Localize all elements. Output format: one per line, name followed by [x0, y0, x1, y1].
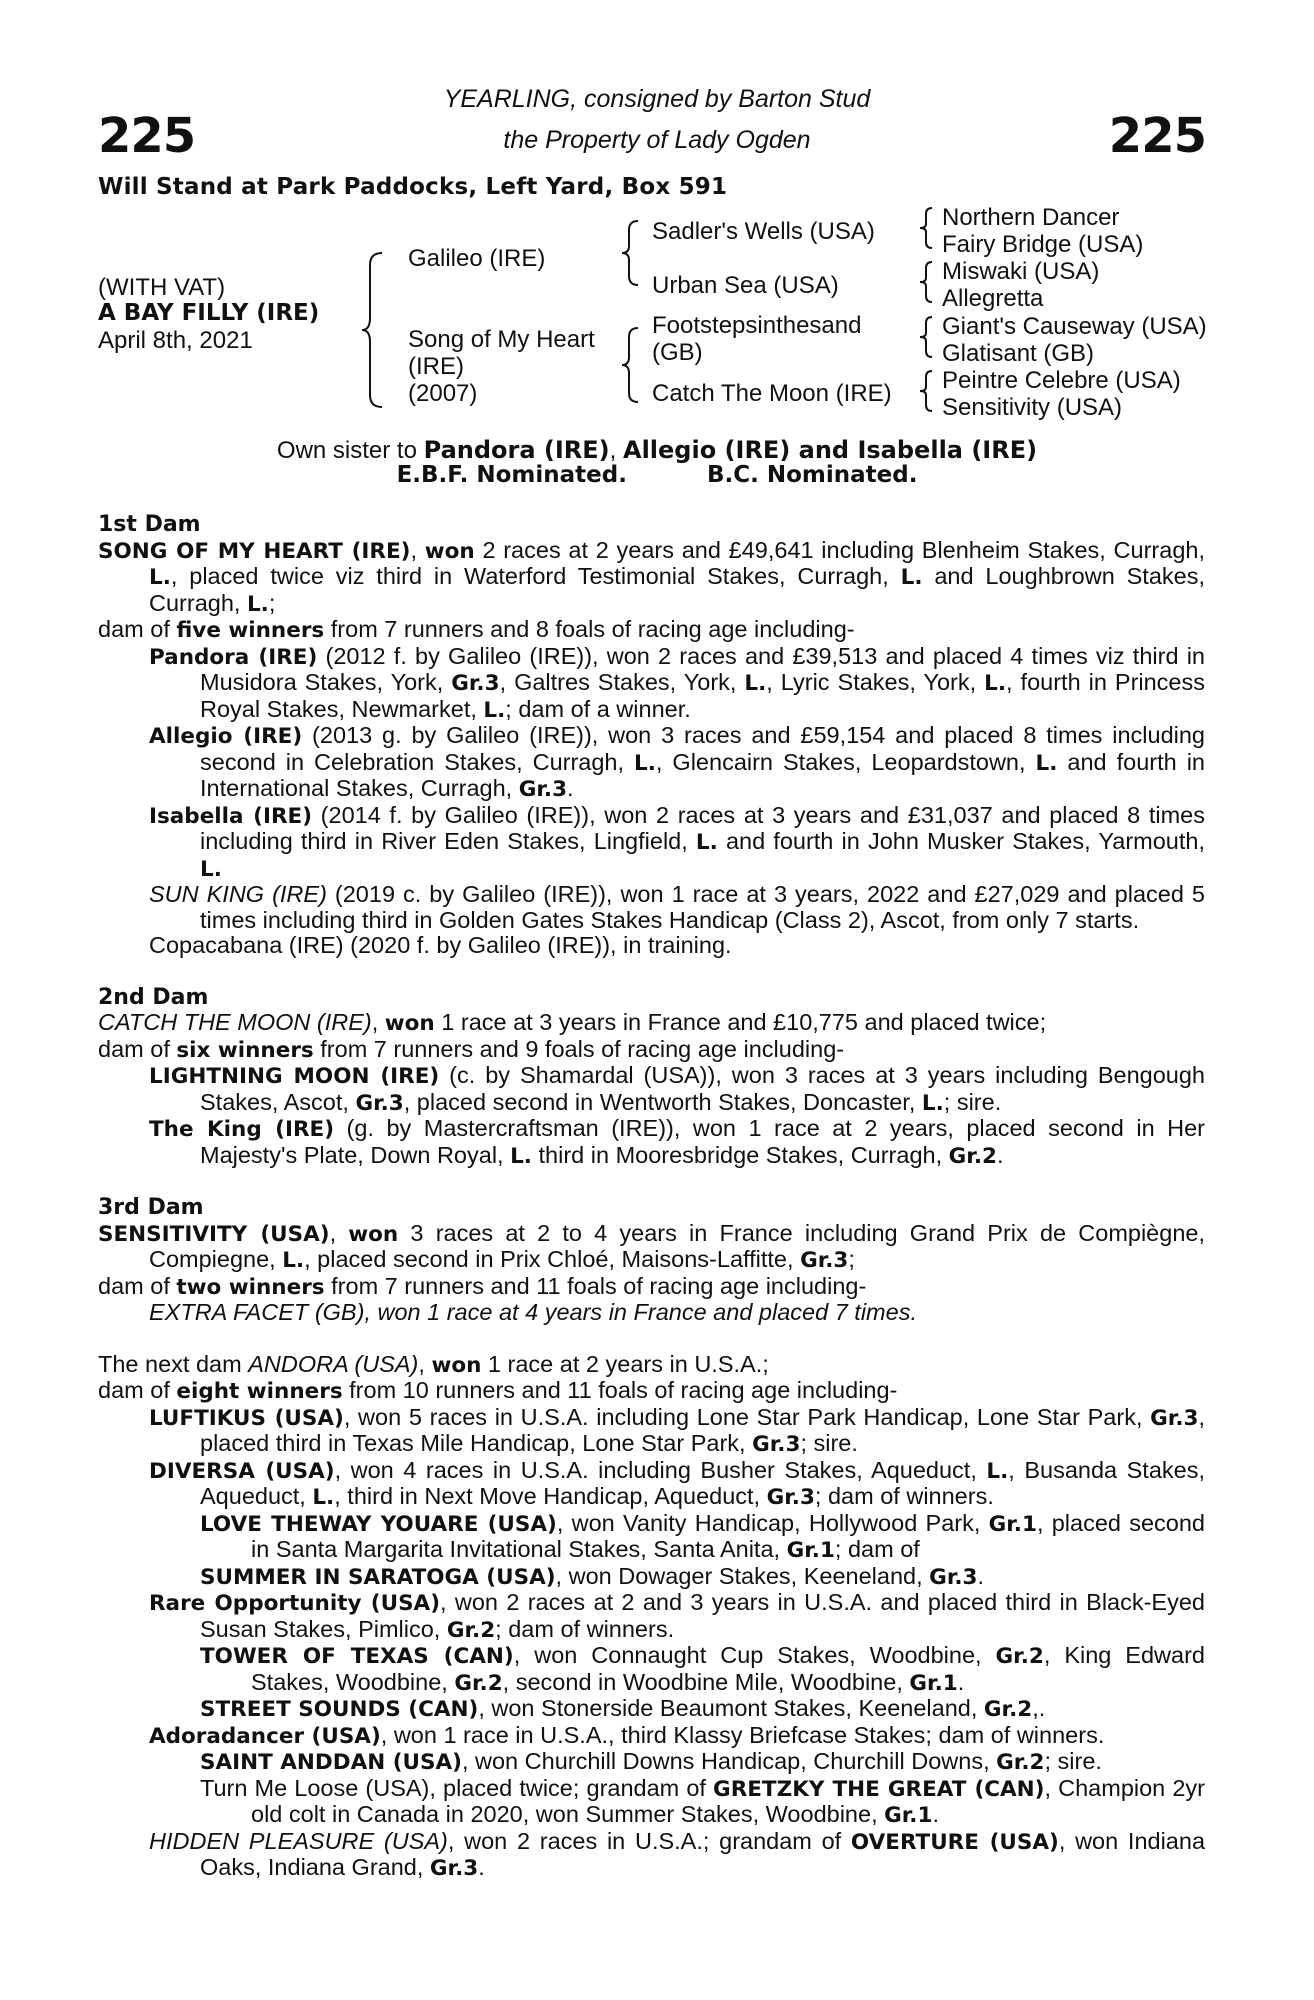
produce-diversa: DIVERSA (USA), won 4 races in U.S.A. including Busher Stakes, Aqueduct, L., Busanda Stakes, Aqueduct, L., third in Next Move Handicap, Aqueduct, Gr.3; dam of winners.	[149, 1456, 1205, 1510]
produce-summer-in-saratoga: SUMMER IN SARATOGA (USA), won Dowager Stakes, Keeneland, Gr.3.	[200, 1562, 985, 1590]
dam-brace	[620, 325, 644, 405]
produce-hidden-pleasure: HIDDEN PLEASURE (USA), won 2 races in U.S.A.; grandam of OVERTURE (USA), won Indiana Oaks, Indiana Grand, Gr.3.	[149, 1827, 1206, 1881]
second-dam-record: CATCH THE MOON (IRE), won 1 race at 3 years in France and £10,775 and placed twice;	[98, 1009, 1047, 1036]
ggp-2: Fairy Bridge (USA)	[942, 231, 1144, 258]
produce-extra-facet: EXTRA FACET (GB), won 1 race at 4 years in France and placed 7 times.	[149, 1299, 917, 1325]
produce-isabella: Isabella (IRE) (2014 f. by Galileo (IRE)), won 2 races at 3 years and £31,037 and placed 8 times including third in River Eden Stakes, Lingfield, L. and fourth in John Musker Stakes, Yarmouth, L.	[149, 801, 1205, 882]
next-dam-record: The next dam ANDORA (USA), won 1 race at 2 years in U.S.A.;	[98, 1350, 769, 1378]
dam-sire-country: (GB)	[652, 339, 703, 366]
produce-love-theway-youare: LOVE THEWAY YOUARE (USA), won Vanity Handicap, Hollywood Park, Gr.1, placed second in Santa Margarita Invitational Stakes, Santa Anita, Gr.1; dam of	[200, 1509, 1205, 1563]
ggp-1: Northern Dancer	[942, 204, 1120, 231]
nominations-line	[0, 462, 1314, 488]
ggp-3: Miswaki (USA)	[942, 258, 1100, 285]
ebf-nominated: E.B.F. Nominated.	[396, 462, 627, 488]
third-dam-record: SENSITIVITY (USA), won 3 races at 2 to 4 years in France including Grand Prix de Compiègne, Compiegne, L., placed second in Prix Chloé, Maisons-Laffitte, Gr.3;	[98, 1219, 1205, 1273]
produce-rare-opportunity: Rare Opportunity (USA), won 2 races at 2 and 3 years in U.S.A. and placed third in Black-Eyed Susan Stakes, Pimlico, Gr.2; dam of winners.	[149, 1589, 1205, 1643]
sire-dam: Urban Sea (USA)	[652, 272, 839, 299]
produce-street-sounds: STREET SOUNDS (CAN), won Stonerside Beaumont Stakes, Keeneland, Gr.2,.	[200, 1695, 1046, 1722]
lot-number-left: 225	[98, 108, 196, 164]
sire-sire: Sadler's Wells (USA)	[652, 218, 875, 245]
ggp-8: Sensitivity (USA)	[942, 394, 1123, 421]
first-dam-record: SONG OF MY HEART (IRE), won 2 races at 2 years and £49,641 including Blenheim Stakes, Curragh, L., placed twice viz third in Waterford Testimonial Stakes, Curragh, L. and Loughbrown Stakes, Curragh, L.;	[98, 536, 1205, 617]
ggp-6: Glatisant (GB)	[942, 340, 1095, 367]
dam-name-country: (IRE)	[408, 353, 464, 380]
ggp-brace-2	[918, 260, 936, 304]
dam-dam: Catch The Moon (IRE)	[652, 380, 892, 407]
first-dam-heading: 1st Dam	[98, 512, 201, 537]
consignment-line: YEARLING, consigned by Barton Stud	[443, 85, 871, 113]
dam-name: Song of My Heart	[408, 326, 595, 353]
second-dam-produce-summary: dam of six winners from 7 runners and 9 foals of racing age including-	[98, 1035, 845, 1063]
produce-tower-of-texas: TOWER OF TEXAS (CAN), won Connaught Cup Stakes, Woodbine, Gr.2, King Edward Stakes, Woodbine, Gr.2, second in Woodbine Mile, Woodbine, Gr.1.	[200, 1642, 1205, 1696]
main-brace	[360, 250, 390, 410]
third-dam-heading: 3rd Dam	[98, 1195, 204, 1220]
ggp-brace-4	[918, 369, 936, 413]
second-dam-heading: 2nd Dam	[98, 984, 209, 1010]
own-sister-line: Own sister to Pandora (IRE), Allegio (IRE) and Isabella (IRE)	[276, 436, 1038, 464]
produce-the-king: The King (IRE) (g. by Mastercraftsman (IRE)), won 1 race at 2 years, placed second in Her Majesty's Plate, Down Royal, L. third in Mooresbridge Stakes, Curragh, Gr.2.	[149, 1115, 1205, 1169]
ggp-4: Allegretta	[942, 285, 1044, 312]
ggp-brace-1	[918, 206, 936, 250]
produce-copacabana: Copacabana (IRE) (2020 f. by Galileo (IRE)), in training.	[149, 932, 732, 958]
produce-turn-me-loose: Turn Me Loose (USA), placed twice; grandam of GRETZKY THE GREAT (CAN), Champion 2yr old colt in Canada in 2020, won Summer Stakes, Woodbine, Gr.1.	[200, 1774, 1205, 1828]
sire-name: Galileo (IRE)	[408, 245, 546, 272]
produce-lightning-moon: LIGHTNING MOON (IRE) (c. by Shamardal (USA)), won 3 races at 3 years including Bengough Stakes, Ascot, Gr.3, placed second in Wentworth Stakes, Doncaster, L.; sire.	[149, 1062, 1205, 1116]
lot-number-right: 225	[1108, 108, 1206, 164]
stand-location: Will Stand at Park Paddocks, Left Yard, Box 591	[98, 174, 728, 200]
ggp-7: Peintre Celebre (USA)	[942, 367, 1181, 394]
produce-allegio: Allegio (IRE) (2013 g. by Galileo (IRE)), won 3 races and £59,154 and placed 8 times including second in Celebration Stakes, Curragh, L., Glencairn Stakes, Leopardstown, L. and fourth in International Stakes, Curragh, Gr.3.	[149, 722, 1206, 802]
property-line: the Property of Lady Ogden	[503, 126, 811, 154]
produce-pandora: Pandora (IRE) (2012 f. by Galileo (IRE)), won 2 races and £39,513 and placed 4 times viz third in Musidora Stakes, York, Gr.3, Galtres Stakes, York, L., Lyric Stakes, York, L., fourth in Princess Royal Stakes, Newmarket, L.; dam of a winner.	[149, 642, 1206, 723]
third-dam-produce-summary: dam of two winners from 7 runners and 11 foals of racing age including-	[98, 1272, 867, 1300]
dam-sire: Footstepsinthesand	[652, 312, 862, 339]
foaling-date: April 8th, 2021	[98, 327, 253, 354]
dam-year: (2007)	[408, 380, 478, 407]
sire-brace	[620, 218, 644, 288]
ggp-5: Giant's Causeway (USA)	[942, 313, 1207, 340]
produce-adoradancer: Adoradancer (USA), won 1 race in U.S.A., third Klassy Briefcase Stakes; dam of winners.	[149, 1721, 1105, 1749]
vat-note: (WITH VAT)	[98, 274, 226, 301]
produce-saint-anddan: SAINT ANDDAN (USA), won Churchill Downs Handicap, Churchill Downs, Gr.2; sire.	[200, 1748, 1102, 1775]
produce-sun-king: SUN KING (IRE) (2019 c. by Galileo (IRE)), won 1 race at 3 years, 2022 and £27,029 and placed 5 times including third in Golden Gates Stakes Handicap (Class 2), Ascot, from only 7 starts.	[149, 881, 1205, 933]
next-dam-produce-summary: dam of eight winners from 10 runners and 11 foals of racing age including-	[98, 1377, 898, 1404]
first-dam-produce-summary: dam of five winners from 7 runners and 8 foals of racing age including-	[98, 616, 855, 643]
catalogue-body	[98, 512, 1205, 1882]
ggp-brace-3	[918, 315, 936, 359]
horse-name: A BAY FILLY (IRE)	[98, 300, 320, 326]
produce-luftikus: LUFTIKUS (USA), won 5 races in U.S.A. including Lone Star Park Handicap, Lone Star Park, Gr.3, placed third in Texas Mile Handicap, Lone Star Park, Gr.3; sire.	[149, 1403, 1205, 1457]
bc-nominated: B.C. Nominated.	[706, 462, 918, 488]
